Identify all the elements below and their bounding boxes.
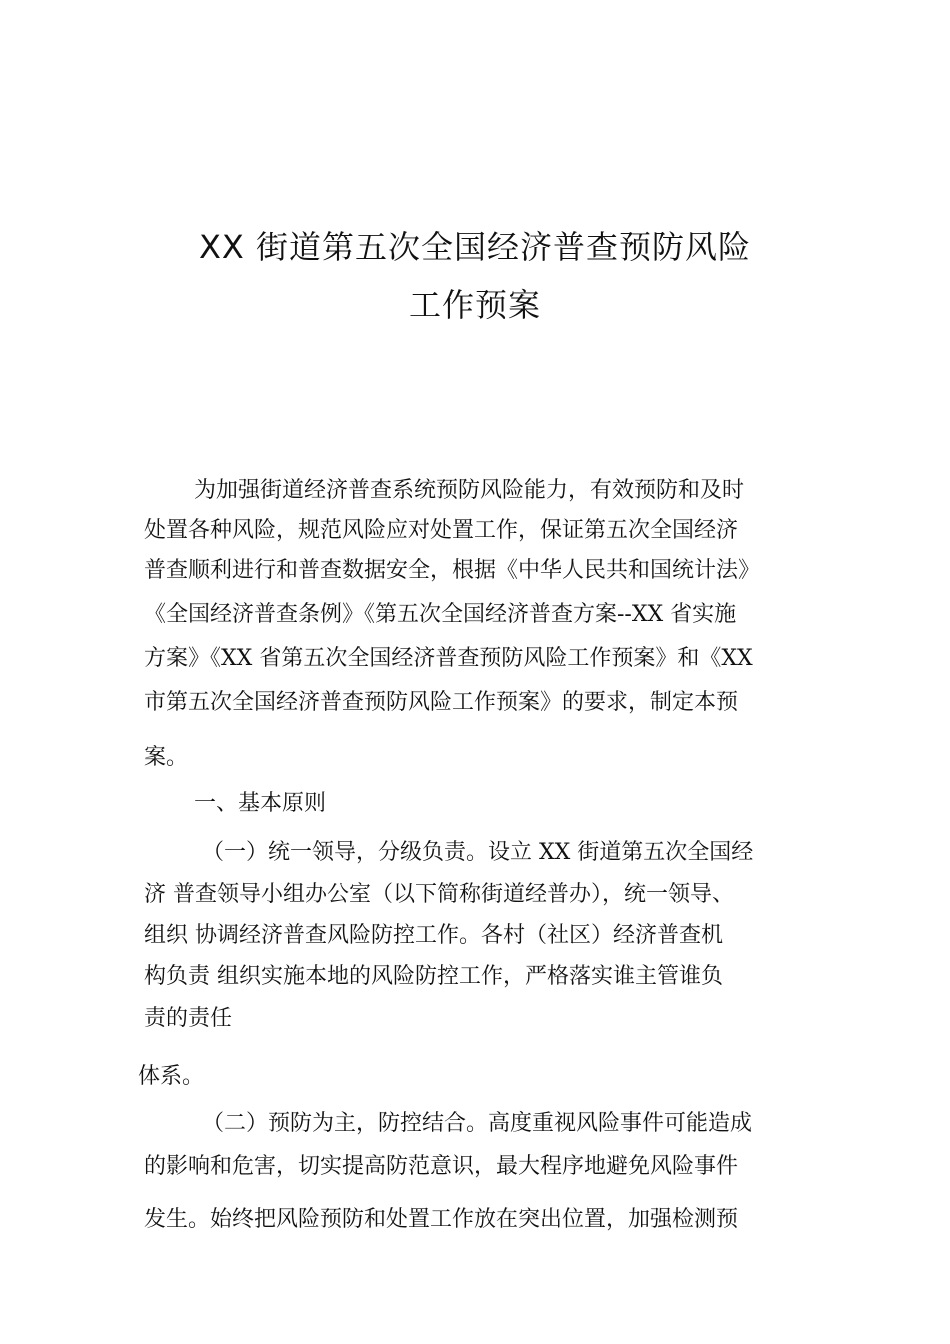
text-line: 的影响和危害，切实提高防范意识，最大程序地避免风险事件 bbox=[144, 1154, 739, 1179]
text-line: 《全国经济普查条例》《第五次全国经济普查方案--XX 省实施 bbox=[144, 602, 737, 627]
text-line: 构负责 组织实施本地的风险防控工作，严格落实谁主管谁负 bbox=[144, 964, 723, 989]
text-line: 济 普查领导小组办公室（以下简称街道经普办），统一领导、 bbox=[144, 882, 734, 907]
text-line: （一）统一领导，分级负责。设立 XX 街道第五次全国经 bbox=[202, 840, 754, 865]
text-line: 发生。始终把风险预防和处置工作放在突出位置，加强检测预 bbox=[144, 1207, 739, 1232]
text-line: 方案》《XX 省第五次全国经济普查预防风险工作预案》和《XX bbox=[144, 646, 753, 671]
text-line: 一、基本原则 bbox=[194, 791, 327, 816]
text-line: 处置各种风险，规范风险应对处置工作，保证第五次全国经济 bbox=[144, 518, 739, 543]
document-title-line-2: 工作预案 bbox=[408, 286, 541, 324]
text-line: 责的责任 bbox=[144, 1006, 233, 1031]
text-line: 为加强街道经济普查系统预防风险能力，有效预防和及时 bbox=[194, 478, 745, 503]
text-line: （二）预防为主，防控结合。高度重视风险事件可能造成 bbox=[202, 1111, 753, 1136]
text-line: 市第五次全国经济普查预防风险工作预案》的要求，制定本预 bbox=[144, 690, 739, 715]
text-line: 体系。 bbox=[138, 1064, 205, 1089]
text-line: 案。 bbox=[144, 745, 189, 770]
text-line: 普查顺利进行和普查数据安全，根据《中华人民共和国统计法》 bbox=[144, 558, 761, 583]
document-title-line-1: XX 街道第五次全国经济普查预防风险 bbox=[198, 228, 752, 266]
text-line: 组织 协调经济普查风险防控工作。各村（社区）经济普查机 bbox=[144, 923, 723, 948]
